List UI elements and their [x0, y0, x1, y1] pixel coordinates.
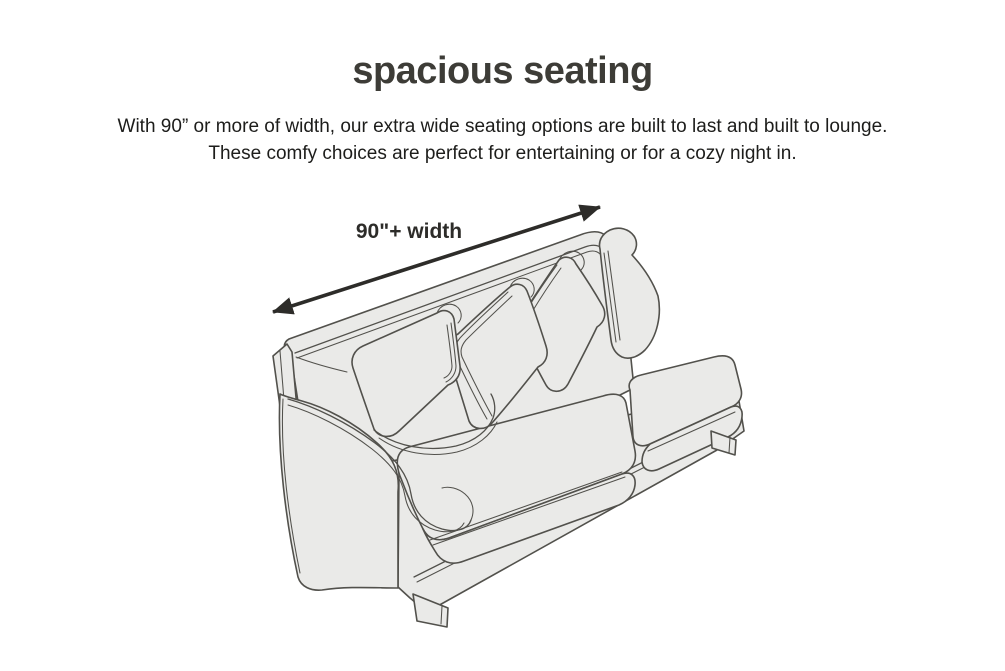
seat-cushion-right: [629, 356, 742, 471]
page-title: spacious seating: [352, 50, 653, 92]
description-line-2: These comfy choices are perfect for entertaining or for a cozy night in.: [208, 143, 797, 164]
width-label: 90"+ width: [355, 220, 463, 243]
description-line-1: With 90” or more of width, our extra wide seating options are built to last and built to lounge.: [117, 116, 888, 137]
